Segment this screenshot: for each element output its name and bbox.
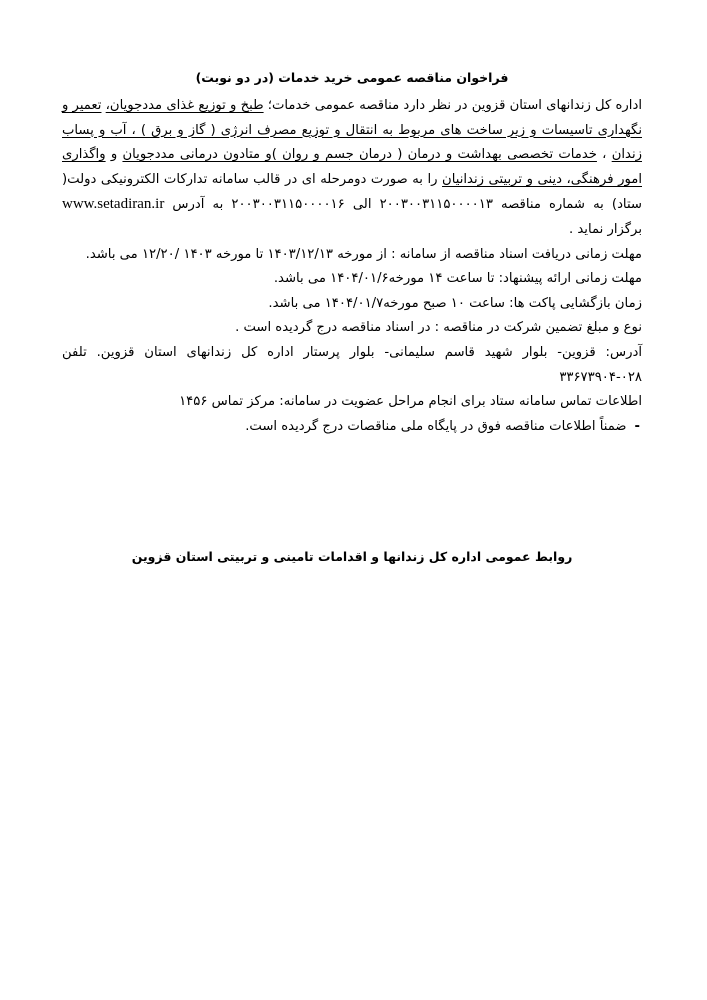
service-health: خدمات تخصصی بهداشت و درمان ( درمان جسم و روان )و متادون درمانی مددجویان [122,147,597,163]
tender-notice [62,68,642,439]
bullet-dash-icon: - [634,418,640,434]
intro-text-5: را به صورت دومرحله ای در قالب سامانه تدارکات الکترونیکی دولت( ستاد) به شماره مناقصه ۲۰۰۳۰۰۳۱۱۵۰۰۰۰۱۳ الی ۲۰۰۳۰۰۳۱۱۵۰۰۰۰۱۶ به آدرس [62,171,642,213]
intro-text-6: برگزار نماید . [568,221,642,237]
contact-info: اطلاعات تماس سامانه ستاد برای انجام مراحل عضویت در سامانه: مرکز تماس ۱۴۵۶ [179,394,642,410]
service-culture: واگذاری امور فرهنگی، دینی و تربیتی زندانیان [62,147,642,187]
intro-text-3: ، [596,147,612,163]
intro-text-1: اداره کل زندانهای استان قزوین در نظر دارد مناقصه عمومی خدمات؛ [263,98,642,113]
setad-link[interactable]: www.setadiran.ir [62,196,165,213]
notice-title: فراخوان مناقصه عمومی خرید خدمات (در دو نوبت) [195,70,509,85]
public-relations-signature: روابط عمومی اداره کل زندانها و اقدامات تامینی و تربیتی استان قزوین [131,549,573,564]
intro-paragraph [62,94,642,243]
note-item [62,415,642,440]
deadline-offer: مهلت زمانی ارائه پیشنهاد: تا ساعت ۱۴ مورخه۱۴۰۴/۰۱/۶ می باشد. [273,271,642,287]
guarantee-info: نوع و مبلغ تضمین شرکت در مناقصه : در اسناد مناقصه درج گردیده است . [235,320,642,336]
deadline-docs: مهلت زمانی دریافت اسناد مناقصه از سامانه : از مورخه ۱۴۰۳/۱۲/۱۳ تا مورخه ۱۴۰۳ /۱۲/۲۰ می باشد. [85,246,642,262]
note-text: ضمناً اطلاعات مناقصه فوق در پایگاه ملی مناقصات درج گردیده است. [245,418,627,434]
address-info: آدرس: قزوین- بلوار شهید قاسم سلیمانی- بلوار پرستار اداره کل زندانهای استان قزوین. تلفن ۰۲۸-۳۳۶۷۳۹۰۴ [62,344,642,385]
intro-text-4: و [105,147,123,163]
service-maintenance: تعمیر و نگهداری تاسیسات و زیر ساخت های مربوط به انتقال و توزیع مصرف انرژی ( گاز و برق ) ، آب و پساب زندان [61,98,642,163]
opening-time: زمان بازگشایی پاکت ها: ساعت ۱۰ صبح مورخه۱۴۰۴/۰۱/۷ می باشد. [268,295,642,311]
service-food: طبخ و توزیع غذای مددجویان، [105,98,264,113]
